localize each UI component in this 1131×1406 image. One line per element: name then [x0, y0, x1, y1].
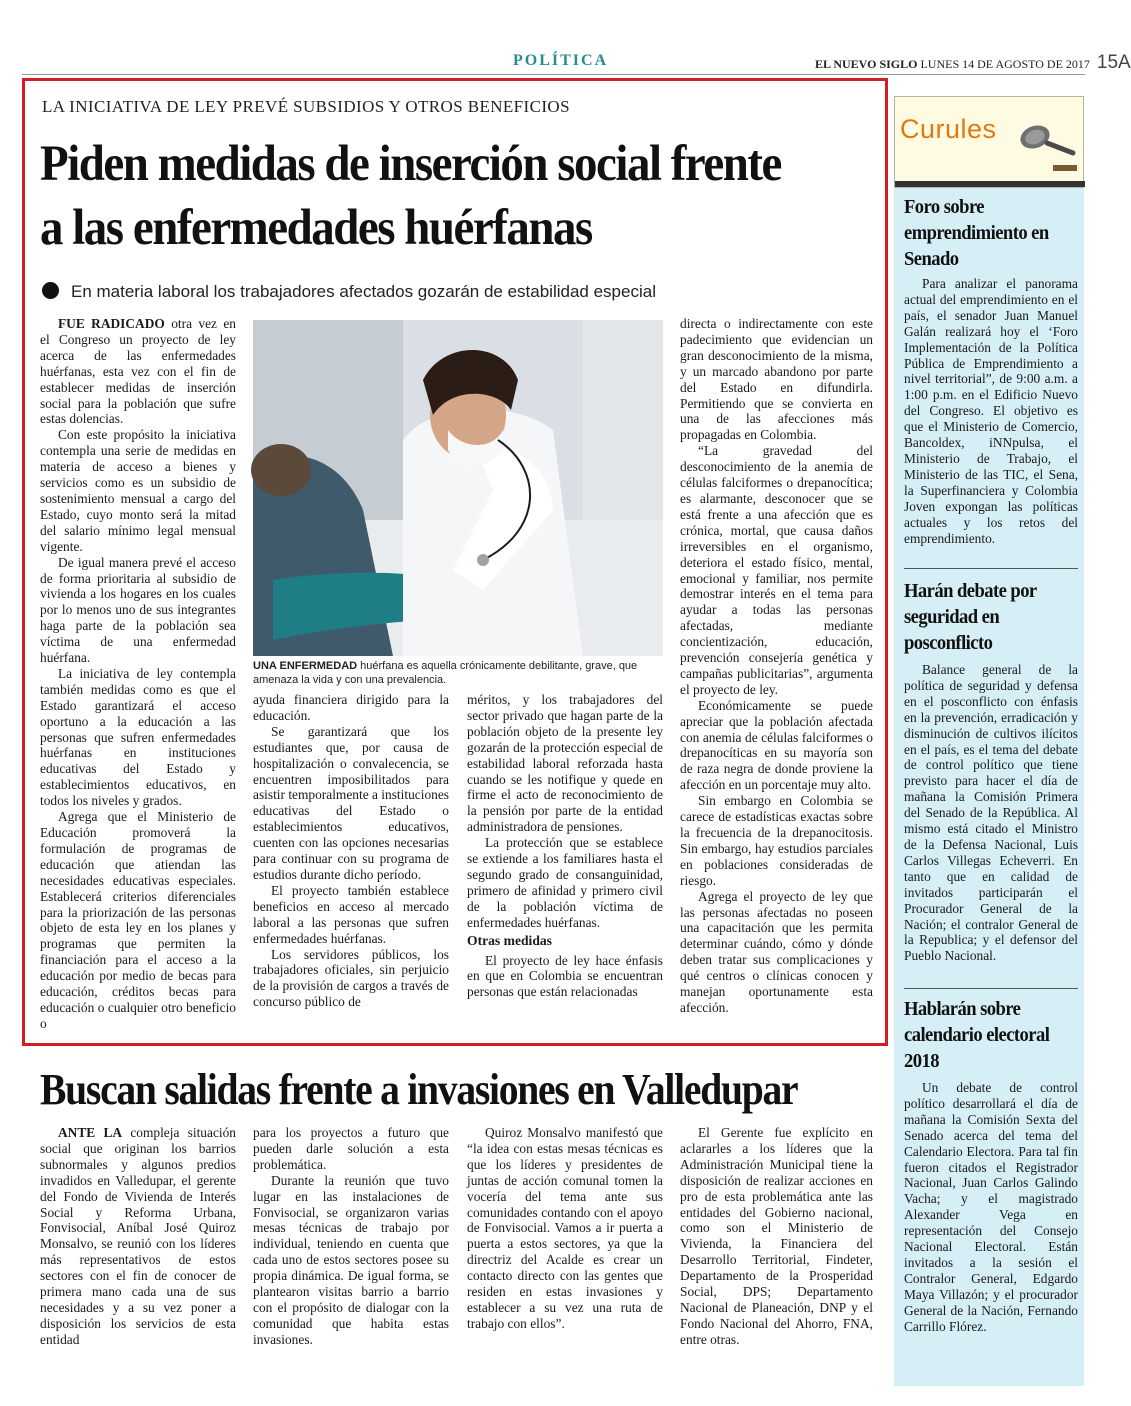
subhead: Otras medidas — [467, 932, 552, 948]
paragraph: El proyecto también establece beneficios en acceso al mercado laboral a las personas que sufren enfermedades huérfanas. — [253, 882, 449, 946]
story-deck — [42, 282, 656, 302]
paragraph — [40, 316, 236, 427]
paragraph: El Gerente fue explícito en aclararles a los líderes que la Administración Municipal tiene la disposición de realizar acciones en pro de esta problemática ante las entidades del Gobierno nacional, como son el Ministerio de Vivienda, la Financiera del Desarrollo Territorial, Findeter, Departamento de la Prosperidad Social, DPS; Departamento Nacional de Planeación, DNP y el Fondo Nacional del Ahorro, FNA, entre otras. — [680, 1125, 873, 1347]
story-column-2 — [253, 692, 449, 1010]
paragraph: Los servidores públicos, los trabajadores oficiales, sin perjuicio de la provisión de cargos a través de concurso público de — [253, 946, 449, 1010]
second-story-column-1 — [40, 1125, 236, 1348]
paragraph: Agrega que el Ministerio de Educación promoverá la formulación de programas de educación que atiendan las necesidades educativas especiales. Establecerá criterios diferenciales para la priorización de las personas objeto de esta ley en los planes y programas que permiten la financiación para el acceso a la educación por medio de becas para educación, créditos becas para educación o cualquier otro beneficio o — [40, 809, 236, 1031]
paragraph: ayuda financiera dirigido para la educación. — [253, 692, 449, 723]
second-story-column-2 — [253, 1125, 449, 1348]
sidebar-text-3 — [904, 1080, 1078, 1335]
paragraph: Económicamente se puede apreciar que la población afectada con anemia de células falciformes o drepanocíticas en su mayoría son de raza negra de donde proviene la afección en un porcentaje muy alto. — [680, 697, 873, 793]
story-headline: Piden medidas de inserción social frente a las enfermedades huérfanas — [40, 136, 781, 256]
bullet-icon — [42, 282, 59, 299]
paragraph: El proyecto de ley hace énfasis en que en Colombia se encuentran personas que están relacionadas — [467, 952, 663, 1000]
sidebar-title-2: Harán debate por seguridad en posconflicto — [904, 580, 1037, 654]
masthead — [815, 52, 1131, 74]
paragraph: para los proyectos a futuro que pueden darle solución a esta problemática. — [253, 1125, 449, 1172]
paragraph: Con este propósito la iniciativa contempla una serie de medidas en materia de acceso a bienes y servicios como es un subsidio de sostenimiento mensual a cargo del Estado, cuyo monto será la mitad del salario mínimo legal mensual vigente. — [40, 427, 236, 554]
second-story-headline: Buscan salidas frente a invasiones en Valledupar — [40, 1065, 798, 1114]
paragraph: Un debate de control político desarrollará el día de mañana la Comisión Sexta del Senado acerca del tema del Calendario Electora. Para tal fin fueron citados el Registrador Nacional, Juan Carlos Galindo Vacha; y el magistrado Alexander Vega en representación del Consejo Nacional Electoral. Están invitados a la sesión el Contralor General, Edgardo Maya Villazón; y el procurador General de la Nación, Fernando Carrillo Flórez. — [904, 1080, 1078, 1334]
curules-label: Curules — [900, 114, 997, 144]
sidebar-divider — [904, 568, 1078, 569]
paper-name: EL NUEVO SIGLO — [815, 57, 918, 71]
sidebar-text-1 — [904, 276, 1078, 546]
curules-banner — [894, 96, 1084, 188]
sidebar-title-1: Foro sobre emprendimiento en Senado — [904, 196, 1049, 270]
second-story-column-4 — [680, 1125, 873, 1348]
paragraph — [40, 1125, 236, 1348]
paragraph: Quiroz Monsalvo manifestó que “la idea con estas mesas técnicas es que los líderes y presidentes de juntas de acción comunal tomen la vocería del tema ante sus comunidades contando con el apoyo de Fonvisocial. Vamos a ir puerta a puerta a estos sectores, ya que la directriz del Acalde es crear un contacto directo con las gentes que residen en estas invasiones y establecer a su vez una ruta de trabajo con ellos”. — [467, 1125, 663, 1331]
paragraph: méritos, y los trabajadores del sector privado que hagan parte de la población objeto de la presente ley gozarán de la protección especial de estabilidad laboral reforzada hasta cuando se les notifique y quede en firme el acto de reconocimiento de la pensión por parte de la entidad administradora de pensiones. — [467, 692, 663, 835]
deck-text: En materia laboral los trabajadores afectados gozarán de estabilidad especial — [71, 282, 656, 301]
paragraph: Balance general de la política de seguridad y defensa en el posconflicto con énfasis en la prevención, erradicación y disminución de cultivos ilícitos en el país, es el tema del debate de control político que tiene previsto para hacer el día de mañana la Comisión Primera del Senado de la República. Al mismo está citado el Ministro de la Defensa Nacional, Luis Carlos Villegas Echeverri. En tanto que en calidad de invitados participarán el Procurador General de la Nación; el contralor General de la Republica; y el defensor del Pueblo Nacional. — [904, 662, 1078, 964]
story-column-4 — [680, 316, 873, 1016]
section-tag: POLÍTICA — [513, 52, 609, 69]
paragraph: Para analizar el panorama actual del emprendimiento en el país, el senador Juan Manuel Galán realizará hoy el ‘Foro Implementación de la Política Pública de Emprendimiento a nivel territorial”, de 9:00 a.m. a 1:00 p.m. en el Edificio Nuevo del Congreso. El objetivo es que el Ministerio de Comercio, Bancoldex, iNNpulsa, el Ministerio de Trabajo, el Ministerio de las TIC, el Sena, la Superfinanciera y Colombia Joven expongan las políticas actuales y los retos del emprendimiento. — [904, 276, 1078, 546]
header-rule — [22, 74, 1085, 75]
paragraph: “La gravedad del desconocimiento de la anemia de células falciformes o drepanocítica; es alarmante, desconocer que se está frente a una afección que es crónica, mortal, que causa daños irreversibles en el organismo, deteriora el estado físico, mental, emocional y familiar, nos permite demostrar interés en el tema para ayudar a todas las personas afectadas, mediante concientización, educación, prevención consejería genética y campañas publicitarias”, argumenta el proyecto de ley. — [680, 443, 873, 697]
paragraph: Sin embargo en Colombia se carece de estadísticas exactas sobre la frecuencia de la drepanocitosis. Sin embargo, hay estudios parciales en poblaciones consideradas de riesgo. — [680, 793, 873, 888]
caption-text: huérfana es aquella crónicamente debilitante, grave, que amenaza la vida y con una prevalencia. — [253, 660, 638, 686]
story-column-3 — [467, 692, 663, 1000]
paragraph: directa o indirectamente con este padecimiento que evidencian un gran desconocimiento de la misma, y un marcado abandono por parte del Estado en difundirla. Permitiendo que se convierta en una de las afecciones más propagadas en Colombia. — [680, 316, 873, 443]
paragraph: Agrega el proyecto de ley que las personas afectadas no poseen una capacitación que les permita determinar cuándo, cómo y dónde deben tratar sus complicaciones y qué centros o clínicas conocen y manejan oportunamente esta afección. — [680, 888, 873, 1015]
second-story-column-3 — [467, 1125, 663, 1332]
paragraph: La iniciativa de ley contempla también medidas como es que el Estado garantizará el acceso oportuno a la educación a las personas que sufren enfermedades huérfanas en instituciones educativas del Estado y establecimientos educativos, en todos los niveles y grados. — [40, 665, 236, 809]
curules-sidebar — [894, 96, 1084, 1386]
story-kicker: LA INICIATIVA DE LEY PREVÉ SUBSIDIOS Y OTROS BENEFICIOS — [42, 97, 570, 116]
issue-date: LUNES 14 DE AGOSTO DE 2017 — [920, 57, 1090, 71]
sidebar-text-2 — [904, 662, 1078, 964]
lead-in: ANTE LA — [58, 1125, 123, 1140]
page-number: 15A — [1096, 52, 1131, 73]
nurse-patient-photo — [253, 320, 663, 656]
sidebar-divider — [904, 988, 1078, 989]
banner-rule — [895, 181, 1085, 187]
paragraph: De igual manera prevé el acceso de forma prioritaria al subsidio de vivienda a los hogares en los cuales por lo menos uno de sus integrantes haga parte de la población sea víctima de una enfermedad huérfana. — [40, 554, 236, 666]
lead-in: FUE RADICADO — [58, 316, 165, 331]
paragraph-text: otra vez en el Congreso un proyecto de ley acerca de las enfermedades huérfanas, esta vez con el fin de establecer medidas de inserción social para la población que sufre estas dolencias. — [40, 316, 236, 427]
paragraph: Se garantizará que los estudiantes que, por causa de hospitalización o convalecencia, se encuentren imposibilitados para asistir temporalmente a instituciones educativas del Estado o establecimientos educativos, cuenten con las opciones necesarias para continuar con su programa de estudios durante dicho período. — [253, 723, 449, 882]
photo-caption — [253, 659, 663, 687]
story-photo — [253, 320, 663, 656]
sidebar-title-3: Hablarán sobre calendario electoral 2018 — [904, 998, 1050, 1072]
microphone-icon — [1013, 107, 1083, 177]
story-column-1 — [40, 316, 236, 1032]
paragraph: La protección que se establece se extiende a los familiares hasta el segundo grado de consanguinidad, primero de afinidad y primero civil de la población víctima de enfermedades huérfanas. — [467, 835, 663, 930]
paragraph: Durante la reunión que tuvo lugar en las instalaciones de Fonvisocial, se organizaron varias mesas técnicas de trabajo por individual, teniendo en cuenta que cada uno de estos sectores posee su propia dinámica. De igual forma, se plantearon visitas barrio a barrio con el propósito de dialogar con la comunidad que habita estas invasiones. — [253, 1172, 449, 1347]
paragraph-text: compleja situación social que originan los barrios subnormales y algunos predios invadidos en Valledupar, el gerente del Fondo de Vivienda de Interés Social y Reforma Urbana, Fonvisocial, Aníbal José Quiroz Monsalvo, se reunió con los líderes más representativos de estos sectores con el fin de conocer de primera mano cada una de sus necesidades y a su vez poner a disposición los servicios de esta entidad — [40, 1125, 236, 1347]
caption-lead: UNA ENFERMEDAD — [253, 660, 358, 672]
